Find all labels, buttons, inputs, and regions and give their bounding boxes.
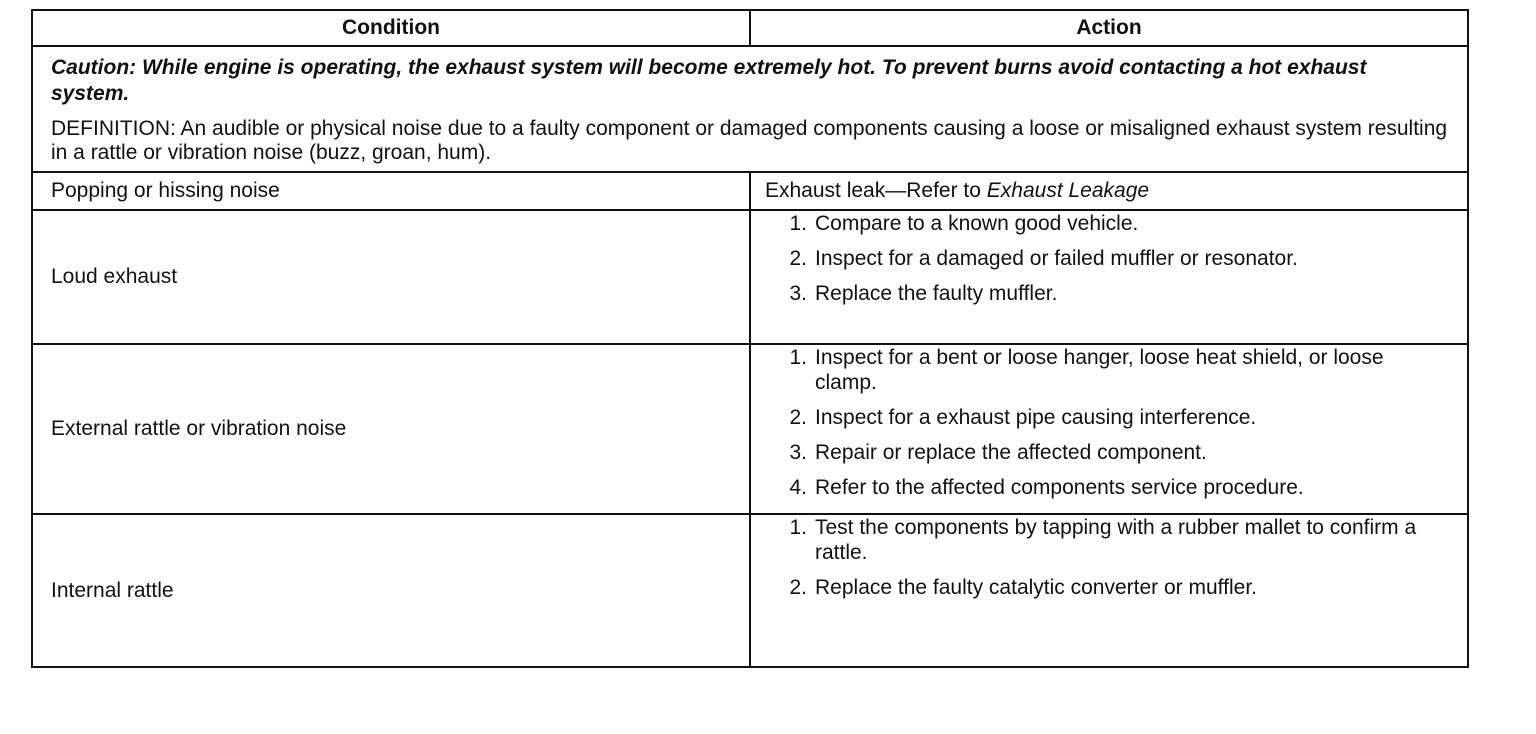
condition-cell: Popping or hissing noise: [32, 172, 750, 210]
list-item: [765, 246, 1467, 271]
action-cell: [750, 172, 1468, 210]
action-cell: [750, 210, 1468, 344]
step-number: 3.: [789, 282, 807, 305]
notice-cell: [32, 46, 1468, 172]
caution-text: Caution: While engine is operating, the exhaust system will become extremely hot. To prevent burns avoid contacting a hot exhaust system.: [51, 56, 1367, 105]
condition-cell: Loud exhaust: [32, 210, 750, 344]
list-item: [765, 345, 1467, 395]
list-item: [765, 440, 1467, 465]
step-text: Replace the faulty muffler.: [815, 282, 1058, 305]
action-steps: [765, 211, 1467, 306]
action-steps: [765, 515, 1467, 600]
table-row: [32, 514, 1468, 667]
action-header: Action: [750, 10, 1468, 46]
step-text: Test the components by tapping with a rubber mallet to confirm a rattle.: [815, 516, 1417, 564]
table-row: [32, 210, 1468, 344]
step-number: 2.: [789, 406, 807, 429]
list-item: [765, 211, 1467, 236]
condition-header: Condition: [32, 10, 750, 46]
step-text: Inspect for a damaged or failed muffler or resonator.: [815, 247, 1298, 270]
step-text: Repair or replace the affected component.: [815, 441, 1207, 464]
list-item: [765, 281, 1467, 306]
definition-text: DEFINITION: An audible or physical noise due to a faulty component or damaged components causing a loose or misaligned exhaust system resulting in a rattle or vibration noise (buzz, groan, hum).: [51, 117, 1448, 164]
step-number: 4.: [789, 476, 807, 499]
step-text: Replace the faulty catalytic converter or muffler.: [815, 576, 1257, 599]
diagnostic-table: [31, 9, 1469, 668]
step-text: Compare to a known good vehicle.: [815, 212, 1139, 235]
action-cell: [750, 514, 1468, 667]
table-row: [32, 344, 1468, 514]
condition-cell: Internal rattle: [32, 514, 750, 667]
step-text: Refer to the affected components service procedure.: [815, 476, 1304, 499]
list-item: [765, 515, 1467, 565]
action-text: Exhaust leak—Refer to: [765, 179, 987, 202]
step-text: Inspect for a bent or loose hanger, loose heat shield, or loose clamp.: [815, 346, 1384, 394]
step-number: 1.: [789, 212, 807, 235]
step-number: 1.: [789, 346, 807, 369]
list-item: [765, 405, 1467, 430]
notice-row: [32, 46, 1468, 172]
action-reference: Exhaust Leakage: [986, 179, 1150, 202]
step-number: 3.: [789, 441, 807, 464]
action-steps: [765, 345, 1467, 500]
list-item: [765, 575, 1467, 600]
step-number: 1.: [789, 516, 807, 539]
step-number: 2.: [789, 247, 807, 270]
step-text: Inspect for a exhaust pipe causing interference.: [815, 406, 1257, 429]
list-item: [765, 475, 1467, 500]
condition-cell: External rattle or vibration noise: [32, 344, 750, 514]
action-cell: [750, 344, 1468, 514]
step-number: 2.: [789, 576, 807, 599]
table-row: [32, 172, 1468, 210]
header-row: [32, 10, 1468, 46]
